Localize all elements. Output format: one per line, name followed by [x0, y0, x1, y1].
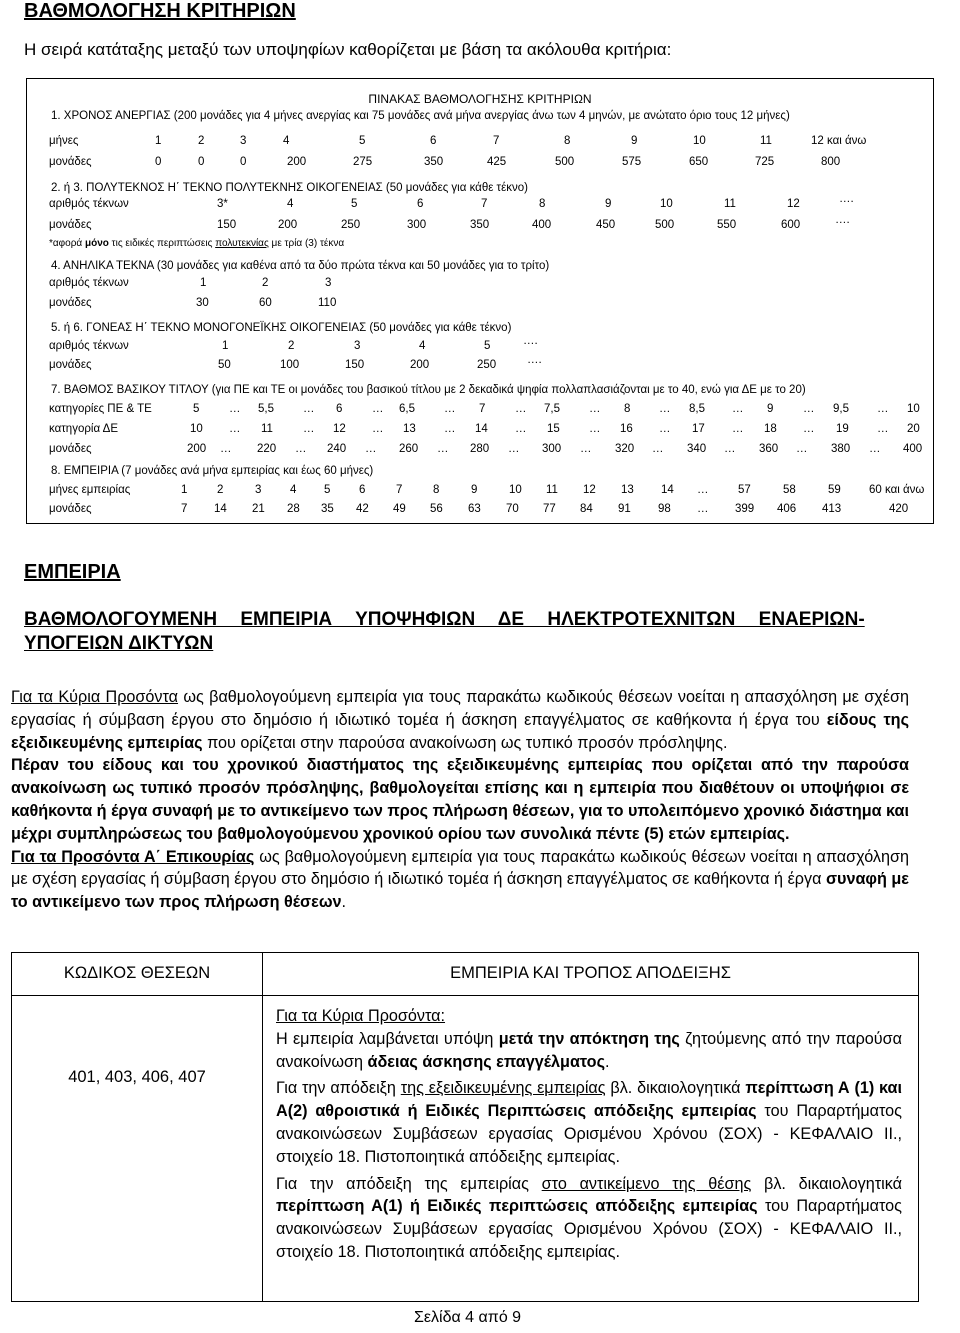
row-label: μονάδες	[49, 443, 92, 455]
cell: 360	[759, 443, 779, 455]
cell: …	[732, 403, 744, 415]
cell: 30	[196, 297, 209, 309]
cell: 400	[903, 443, 923, 455]
row-label: μήνες εμπειρίας	[49, 484, 131, 496]
cell: 13	[621, 484, 634, 496]
row-label: μονάδες	[49, 297, 92, 309]
cell: 4	[419, 340, 426, 352]
row-label: μονάδες	[49, 219, 92, 231]
text-run: Για τα Προσόντα Α΄ Επικουρίας	[11, 847, 255, 866]
row-label: κατηγορίες ΠΕ & ΤΕ	[49, 403, 152, 415]
cell: 9	[631, 135, 638, 147]
cell: 3	[354, 340, 361, 352]
cell: …	[372, 423, 384, 435]
experience-column	[263, 952, 919, 1302]
cell: 600	[781, 219, 801, 231]
cell: ….	[835, 214, 850, 226]
page-heading: ΒΑΘΜΟΛΟΓΗΣΗ ΚΡΙΤΗΡΙΩΝ	[24, 0, 296, 22]
cell: 500	[555, 156, 575, 168]
text-run: ζητούμενης από την παρούσα ανακοίνωση	[276, 1029, 902, 1071]
text-run: που ορίζεται στην παρούσα ανακοίνωση ως τυπικό προσόν πρόσληψης.	[202, 733, 728, 752]
experience-title-line1: ΒΑΘΜΟΛΟΓΟΥΜΕΝΗ ΕΜΠΕΙΡΙΑ ΥΠΟΨΗΦΙΩΝ ΔΕ ΗΛΕΚΤΡΟΤΕΧΝΙΤΩΝ ΕΝΑΕΡΙΩΝ-	[24, 609, 865, 630]
cell: 800	[821, 156, 841, 168]
cell: 20	[907, 423, 920, 435]
cell: 56	[430, 503, 443, 515]
cell: 425	[487, 156, 507, 168]
cell: 7	[396, 484, 403, 496]
text-run: Για τα Κύρια Προσόντα	[11, 688, 179, 706]
cell: 4	[290, 484, 297, 496]
cell: 3*	[217, 198, 228, 210]
cell: ….	[839, 193, 854, 205]
position-codes-table	[11, 952, 919, 1302]
cell: 10	[907, 403, 920, 415]
cell: ….	[523, 335, 538, 347]
cell: 2	[288, 340, 295, 352]
cell: …	[589, 423, 601, 435]
cell: 8	[539, 198, 546, 210]
cell: …	[697, 503, 709, 515]
cell: 250	[341, 219, 361, 231]
s4-row-points	[27, 297, 933, 313]
cell: 3	[255, 484, 262, 496]
row-label: μονάδες	[49, 503, 92, 515]
s7-title: 7. ΒΑΘΜΟΣ ΒΑΣΙΚΟΥ ΤΙΤΛΟΥ (για ΠΕ και ΤΕ οι μονάδες του βασικού τίτλου με 2 δεκαδικά ψηφία πολλαπλασιάζονται με το 40, ενώ για ΔΕ με το 20)	[51, 384, 806, 396]
cell: 11	[760, 135, 772, 147]
cell: 406	[777, 503, 797, 515]
cell: 15	[547, 423, 560, 435]
s1-row-points	[27, 156, 933, 172]
cell: 13	[403, 423, 416, 435]
cell: 150	[217, 219, 237, 231]
cell: …	[652, 443, 664, 455]
cell: 5	[484, 340, 491, 352]
cell: 5	[324, 484, 331, 496]
s1-title: 1. ΧΡΟΝΟΣ ΑΝΕΡΓΙΑΣ (200 μονάδες για 4 μήνες ανεργίας και 75 μονάδες ανά μήνα ανεργίας άνω των 4 μηνών, με ανώτατο όριο τους 12 μήνες)	[51, 110, 790, 122]
cell: …	[372, 403, 384, 415]
cell: 14	[661, 484, 674, 496]
note-part: με τρία (3) τέκνα	[268, 238, 345, 249]
s2-row-children	[27, 193, 933, 214]
cell: 10	[693, 135, 706, 147]
experience-heading: ΕΜΠΕΙΡΙΑ	[24, 561, 121, 583]
cell: 240	[327, 443, 347, 455]
cell: 413	[822, 503, 842, 515]
cell: 77	[543, 503, 556, 515]
paragraph-related-experience: Πέραν του είδους και του χρονικού διαστήματος της εξειδικευμένης εμπειρίας που ορίζεται από την παρούσα ανακοίνωση ως τυπικό προσόν πρόσληψης, βαθμολογείται επίσης και η εμπειρία που διαθέτουν οι υποψήφιοι σε καθήκοντα ή έργα συναφή με το αντικείμενο των προς πλήρωση θέσεων, για το υπολειπόμενο χρονικό διάστημα και μέχρι συμπληρώσεως του βαθμολογούμενου χρονικού ορίου των συνολικά πέντε (5) ετών εμπειρίας.	[11, 756, 909, 843]
row-label: μονάδες	[49, 359, 92, 371]
cell: 6	[417, 198, 424, 210]
text-run: .	[604, 1052, 610, 1071]
cell: …	[515, 423, 527, 435]
text-run: ως βαθμολογούμενη εμπειρία για τους παρακάτω κωδικούς θέσεων νοείται η απασχόληση με σχέση εργασίας ή σύμβαση έργου στο δημόσιο ή ιδιωτικό τομέα ή άσκηση επαγγέλματος σε καθήκοντα ή έργα του	[11, 688, 910, 729]
s5-row-children	[27, 335, 933, 356]
cell: …	[877, 403, 889, 415]
cell: 300	[542, 443, 562, 455]
text-run: του Παραρτήματος ανακοινώσεων Συμβάσεων εργασίας Ορισμένου Χρόνου (ΣΟΧ) - ΚΕΦΑΛΑΙΟ ΙΙ., στοιχείο 18. Πιστοποιητικά απόδειξης εμπειρίας.	[276, 1197, 902, 1261]
cell: 50	[218, 359, 231, 371]
row-label: αριθμός τέκνων	[49, 277, 129, 289]
text-run: βλ. δικαιολογητικά	[605, 1079, 746, 1098]
cell: 6	[359, 484, 366, 496]
s2-footnote	[49, 238, 344, 249]
cell: 7	[479, 403, 486, 415]
text-run: της εξειδικευμένης εμπειρίας	[400, 1079, 606, 1098]
text-run: Η εμπειρία λαμβάνεται υπόψη	[276, 1029, 499, 1048]
row-label: κατηγορία ΔΕ	[49, 423, 118, 435]
experience-paragraphs	[11, 686, 909, 914]
cell: 14	[475, 423, 488, 435]
cell: 63	[468, 503, 481, 515]
cell: 200	[278, 219, 298, 231]
criteria-table	[26, 78, 934, 524]
row-label: μονάδες	[49, 156, 92, 168]
cell: 725	[755, 156, 775, 168]
text-run: βλ. δικαιολογητικά	[751, 1174, 902, 1193]
cell: 9	[767, 403, 774, 415]
sub-heading: Για τα Κύρια Προσόντα:	[276, 1007, 446, 1025]
cell: 350	[470, 219, 490, 231]
s4-title: 4. ΑΝΗΛΙΚΑ ΤΕΚΝΑ (30 μονάδες για καθένα από τα δύο πρώτα τέκνα και 50 μονάδες για το τρίτο)	[51, 260, 550, 272]
cell: 1	[222, 340, 229, 352]
cell: 12 και άνω	[811, 135, 867, 147]
cell: …	[659, 423, 671, 435]
cell: …	[580, 443, 592, 455]
cell: 275	[353, 156, 373, 168]
cell: 7	[181, 503, 188, 515]
cell: 59	[828, 484, 841, 496]
text-run: του Παραρτήματος ανακοινώσεων Συμβάσεων εργασίας Ορισμένου Χρόνου (ΣΟΧ) - ΚΕΦΑΛΑΙΟ ΙΙ., στοιχείο 18. Πιστοποιητικά απόδειξης εμπειρίας.	[276, 1102, 902, 1166]
note-part: *αφορά	[49, 238, 85, 249]
s5-title: 5. ή 6. ΓΟΝΕΑΣ Η΄ ΤΕΚΝΟ ΜΟΝΟΓΟΝΕΪΚΗΣ ΟΙΚΟΓΕΝΕΙΑΣ (50 μονάδες για κάθε τέκνο)	[51, 322, 512, 334]
cell: 0	[198, 156, 205, 168]
experience-header: ΕΜΠΕΙΡΙΑ ΚΑΙ ΤΡΟΠΟΣ ΑΠΟΔΕΙΞΗΣ	[263, 953, 918, 996]
cell: 84	[580, 503, 593, 515]
cell: 100	[280, 359, 300, 371]
cell: 60	[259, 297, 272, 309]
experience-cell-body	[276, 1005, 902, 1264]
cell: 5	[359, 135, 366, 147]
cell: 380	[831, 443, 851, 455]
cell: 260	[399, 443, 419, 455]
row-label: μήνες	[49, 135, 79, 147]
text-run: είδους της εξειδικευμένης εμπειρίας	[11, 710, 909, 752]
page-footer: Σελίδα 4 από 9	[414, 1309, 522, 1326]
cell: 10	[190, 423, 203, 435]
text-run: περίπτωση Α(1) ή Ειδικές περιπτώσεις απόδειξης εμπειρίας	[276, 1197, 758, 1216]
cell: 35	[321, 503, 334, 515]
cell: 200	[187, 443, 207, 455]
cell: 5	[193, 403, 200, 415]
s8-title: 8. ΕΜΠΕΙΡΙΑ (7 μονάδες ανά μήνα εμπειρίας και έως 60 μήνες)	[51, 465, 374, 477]
rule-2	[276, 1077, 902, 1168]
cell: 200	[410, 359, 430, 371]
cell: 12	[787, 198, 800, 210]
cell: 49	[393, 503, 406, 515]
cell: …	[303, 423, 315, 435]
cell: 12	[333, 423, 346, 435]
cell: 280	[470, 443, 490, 455]
cell: 150	[345, 359, 365, 371]
cell: …	[515, 403, 527, 415]
cell: …	[803, 423, 815, 435]
cell: 57	[738, 484, 751, 496]
s7-row-pe-te	[27, 403, 933, 419]
cell: …	[365, 443, 377, 455]
cell: 19	[836, 423, 849, 435]
cell: 12	[583, 484, 596, 496]
s5-row-points	[27, 354, 933, 375]
cell: 250	[477, 359, 497, 371]
cell: …	[877, 423, 889, 435]
text-run: στο αντικείμενο της θέσης	[541, 1174, 752, 1193]
s2-row-points	[27, 214, 933, 235]
cell: 91	[618, 503, 631, 515]
text-run: ως βαθμολογούμενη εμπειρία για τους παρακάτω κωδικούς θέσεων νοείται η απασχόληση με σχέση εργασίας ή σύμβαση έργου στο δημόσιο ή ιδιωτικό τομέα ή άσκηση επαγγέλματος σε καθήκοντα ή έργα	[11, 847, 910, 889]
note-part: πολυτεκνίας	[215, 238, 269, 249]
s2-title: 2. ή 3. ΠΟΛΥΤΕΚΝΟΣ Η΄ ΤΕΚΝΟ ΠΟΛΥΤΕΚΝΗΣ ΟΙΚΟΓΕΝΕΙΑΣ (50 μονάδες για κάθε τέκνο)	[51, 182, 528, 194]
s4-row-children	[27, 277, 933, 293]
experience-title-line2: ΥΠΟΓΕΙΩΝ ΔΙΚΤΥΩΝ	[24, 633, 214, 654]
cell: 11	[724, 198, 736, 210]
position-codes: 401, 403, 406, 407	[68, 1068, 206, 1086]
cell: 6,5	[399, 403, 415, 415]
cell: 5,5	[258, 403, 274, 415]
cell: …	[220, 443, 232, 455]
cell: 17	[692, 423, 705, 435]
cell: 500	[655, 219, 675, 231]
cell: 650	[689, 156, 709, 168]
cell: …	[869, 443, 881, 455]
cell: 399	[735, 503, 755, 515]
cell: …	[437, 443, 449, 455]
cell: 28	[287, 503, 300, 515]
cell: 98	[658, 503, 671, 515]
note-part: τις ειδικές περιπτώσεις	[108, 238, 216, 249]
cell: 1	[155, 135, 162, 147]
cell: 9	[471, 484, 478, 496]
codes-header: ΚΩΔΙΚΟΣ ΘΕΣΕΩΝ	[12, 953, 262, 996]
cell: …	[508, 443, 520, 455]
cell: 300	[407, 219, 427, 231]
criteria-table-title: ΠΙΝΑΚΑΣ ΒΑΘΜΟΛΟΓΗΣΗΣ ΚΡΙΤΗΡΙΩΝ	[368, 92, 592, 106]
s8-row-months	[27, 484, 933, 500]
cell: 1	[200, 277, 207, 289]
cell: 450	[596, 219, 616, 231]
rule-1	[276, 1028, 902, 1074]
cell: …	[732, 423, 744, 435]
cell: 2	[262, 277, 269, 289]
cell: 58	[783, 484, 796, 496]
cell: …	[589, 403, 601, 415]
cell: 2	[198, 135, 205, 147]
cell: 14	[214, 503, 227, 515]
cell: 5	[351, 198, 358, 210]
s7-row-points	[27, 443, 933, 459]
cell: 7	[481, 198, 488, 210]
cell: ….	[527, 354, 542, 366]
cell: …	[796, 443, 808, 455]
cell: 42	[356, 503, 369, 515]
s7-row-de	[27, 423, 933, 439]
cell: …	[303, 403, 315, 415]
cell: 16	[620, 423, 633, 435]
row-label: αριθμός τέκνων	[49, 198, 129, 210]
row-label: αριθμός τέκνων	[49, 340, 129, 352]
text-run: μετά την απόκτηση της	[498, 1029, 680, 1048]
intro-text: Η σειρά κατάταξης μεταξύ των υποψηφίων καθορίζεται με βάση τα ακόλουθα κριτήρια:	[24, 40, 672, 59]
text-run: περίπτωση Α (1) και Α(2) αθροιστικά ή Ειδικές Περιπτώσεις απόδειξης εμπειρίας	[276, 1079, 902, 1121]
text-run: Για την απόδειξη της εμπειρίας	[276, 1174, 542, 1193]
cell: 3	[240, 135, 247, 147]
cell: 18	[764, 423, 777, 435]
cell: 3	[325, 277, 332, 289]
cell: 0	[155, 156, 162, 168]
cell: 8	[564, 135, 571, 147]
cell: 400	[532, 219, 552, 231]
cell: 8,5	[689, 403, 705, 415]
cell: 110	[318, 297, 337, 309]
cell: 11	[546, 484, 558, 496]
cell: 6	[430, 135, 437, 147]
cell: 320	[615, 443, 635, 455]
cell: 350	[424, 156, 444, 168]
cell: 7	[493, 135, 500, 147]
text-run: .	[341, 893, 346, 912]
cell: 9	[605, 198, 612, 210]
cell: …	[697, 484, 709, 496]
cell: 70	[506, 503, 519, 515]
cell: 0	[240, 156, 247, 168]
cell: …	[229, 403, 241, 415]
cell: 8	[433, 484, 440, 496]
s8-row-points	[27, 503, 933, 519]
cell: 1	[181, 484, 188, 496]
cell: 60 και άνω	[869, 484, 925, 496]
cell: …	[724, 443, 736, 455]
paragraph-main-qualifications	[11, 686, 909, 754]
cell: …	[803, 403, 815, 415]
cell: 21	[252, 503, 265, 515]
cell: 8	[624, 403, 631, 415]
cell: 10	[509, 484, 522, 496]
cell: 340	[687, 443, 707, 455]
paragraph-auxiliary-qualifications	[11, 846, 909, 914]
note-part: μόνο	[84, 238, 109, 249]
text-run: άδειας άσκησης επαγγέλματος	[367, 1052, 605, 1071]
cell: …	[229, 423, 241, 435]
s1-row-months	[27, 135, 933, 151]
cell: 11	[261, 423, 273, 435]
cell: 10	[660, 198, 673, 210]
cell: 420	[889, 503, 909, 515]
cell: …	[659, 403, 671, 415]
cell: 4	[283, 135, 290, 147]
cell: 7,5	[544, 403, 560, 415]
cell: 2	[217, 484, 224, 496]
rule-3	[276, 1173, 902, 1264]
cell: …	[444, 403, 456, 415]
cell: …	[444, 423, 456, 435]
text-run: συναφή με το αντικείμενο των προς πλήρωση θέσεων	[11, 870, 909, 912]
cell: 200	[287, 156, 307, 168]
text-run: Για την απόδειξη	[276, 1079, 401, 1098]
cell: 9,5	[833, 403, 849, 415]
cell: 6	[336, 403, 343, 415]
cell: 550	[717, 219, 737, 231]
cell: 220	[257, 443, 277, 455]
cell: 4	[287, 198, 294, 210]
codes-column	[11, 952, 263, 1302]
cell: …	[295, 443, 307, 455]
cell: 575	[622, 156, 642, 168]
